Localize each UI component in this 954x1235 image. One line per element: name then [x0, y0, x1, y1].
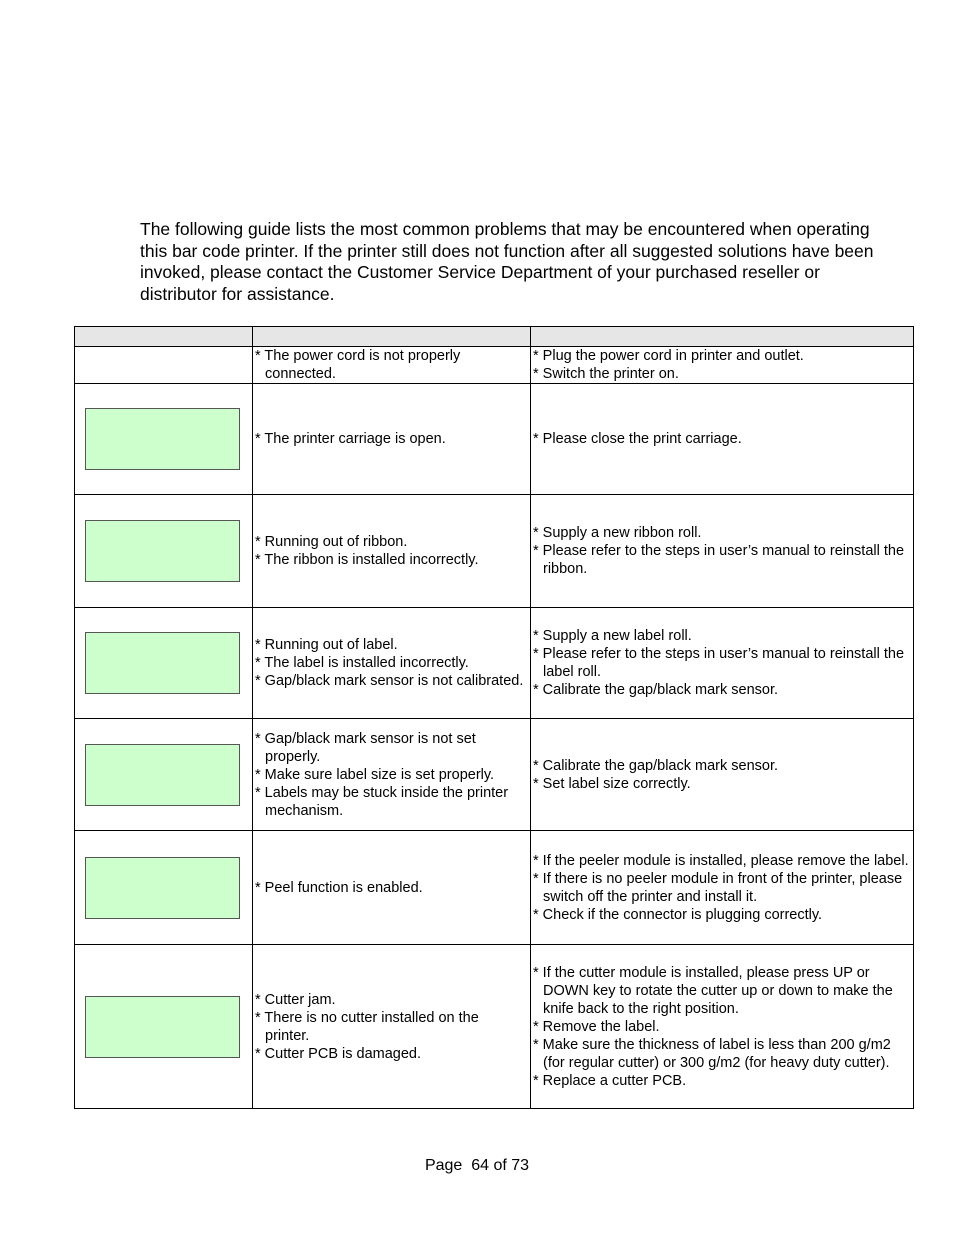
header-cell-solutions — [531, 327, 914, 347]
solution-line: * Supply a new label roll. — [533, 628, 692, 644]
table-row — [75, 495, 914, 608]
status-cell — [75, 347, 253, 384]
page-label: Page — [424, 1157, 463, 1174]
solutions-cell — [531, 608, 914, 719]
cause-line: * Cutter PCB is damaged. — [255, 1045, 422, 1062]
status-cell — [75, 719, 253, 831]
lcd-display — [85, 744, 240, 806]
solution-line: * Please refer to the steps in user’s manual to reinstall the ribbon. — [533, 543, 909, 577]
table-row — [75, 608, 914, 719]
cause-line: * The power cord is not properly connected. — [255, 348, 465, 382]
solutions-cell — [531, 495, 914, 608]
of-label: of — [493, 1157, 507, 1174]
page-footer — [0, 1157, 954, 1175]
cause-line: * The label is installed incorrectly. — [255, 655, 469, 671]
solution-line: * If the peeler module is installed, please remove the label. — [533, 852, 909, 869]
cause-line: * Make sure label size is set properly. — [255, 766, 495, 783]
solution-line: * Calibrate the gap/black mark sensor. — [533, 682, 779, 698]
causes-cell — [253, 608, 531, 719]
causes-cell — [253, 347, 531, 384]
solution-line: * Please close the print carriage. — [533, 431, 742, 447]
lcd-display — [85, 632, 240, 694]
cause-line: * There is no cutter installed on the printer. — [255, 1009, 483, 1044]
cause-line: * Cutter jam. — [255, 991, 336, 1008]
solutions-cell — [531, 347, 914, 384]
solution-line: * Plug the power cord in printer and outlet. — [533, 348, 804, 364]
table-row — [75, 831, 914, 945]
troubleshooting-table — [74, 326, 914, 1109]
cause-line: * Labels may be stuck inside the printer mechanism. — [255, 784, 513, 819]
lcd-display — [85, 857, 240, 919]
solution-line: * Check if the connector is plugging correctly. — [533, 906, 823, 923]
cause-line: * Gap/black mark sensor is not calibrated. — [255, 673, 524, 689]
table-header-row — [75, 327, 914, 347]
solution-line: * Calibrate the gap/black mark sensor. — [533, 757, 779, 774]
header-cell-causes — [253, 327, 531, 347]
table-row — [75, 347, 914, 384]
lcd-display — [85, 996, 240, 1058]
causes-cell — [253, 384, 531, 495]
solution-line: * Switch the printer on. — [533, 366, 679, 382]
table-row — [75, 719, 914, 831]
causes-cell — [253, 719, 531, 831]
solutions-cell — [531, 384, 914, 495]
cause-line: * The printer carriage is open. — [255, 431, 446, 447]
status-cell — [75, 608, 253, 719]
status-cell — [75, 831, 253, 945]
status-cell — [75, 384, 253, 495]
lcd-display — [85, 520, 240, 582]
cause-line: * Peel function is enabled. — [255, 879, 423, 896]
table-row — [75, 945, 914, 1109]
causes-cell — [253, 831, 531, 945]
status-cell — [75, 945, 253, 1109]
status-cell — [75, 495, 253, 608]
causes-cell — [253, 495, 531, 608]
solution-line: * If the cutter module is installed, please press UP or DOWN key to rotate the cutter up or down to make the knife back to the right position. — [533, 964, 897, 1017]
header-cell-status — [75, 327, 253, 347]
page-number: 64 — [471, 1157, 489, 1174]
solution-line: * If there is no peeler module in front of the printer, please switch off the printer and install it. — [533, 870, 907, 905]
solution-line: * Replace a cutter PCB. — [533, 1072, 687, 1089]
solution-line: * Please refer to the steps in user’s manual to reinstall the label roll. — [533, 646, 909, 680]
solutions-cell — [531, 831, 914, 945]
total-pages: 73 — [511, 1157, 530, 1174]
solution-line: * Make sure the thickness of label is less than 200 g/m2 (for regular cutter) or 300 g/m2 (for heavy duty cutter). — [533, 1036, 895, 1071]
solution-line: * Supply a new ribbon roll. — [533, 525, 702, 541]
cause-line: * Gap/black mark sensor is not set properly. — [255, 730, 480, 765]
lcd-display — [85, 408, 240, 470]
causes-cell — [253, 945, 531, 1109]
solution-line: * Set label size correctly. — [533, 775, 691, 792]
intro-paragraph: The following guide lists the most common problems that may be encountered when operating this bar code printer. If the printer still does not function after all suggested solutions have been invoked, please contact the Customer Service Department of your purchased reseller or distributor for assistance. — [140, 219, 874, 304]
table-row — [75, 384, 914, 495]
cause-line: * Running out of ribbon. — [255, 534, 408, 550]
table-body — [75, 347, 914, 1109]
cause-line: * Running out of label. — [255, 637, 398, 653]
solution-line: * Remove the label. — [533, 1018, 660, 1035]
cause-line: * The ribbon is installed incorrectly. — [255, 552, 479, 568]
solutions-cell — [531, 945, 914, 1109]
solutions-cell — [531, 719, 914, 831]
